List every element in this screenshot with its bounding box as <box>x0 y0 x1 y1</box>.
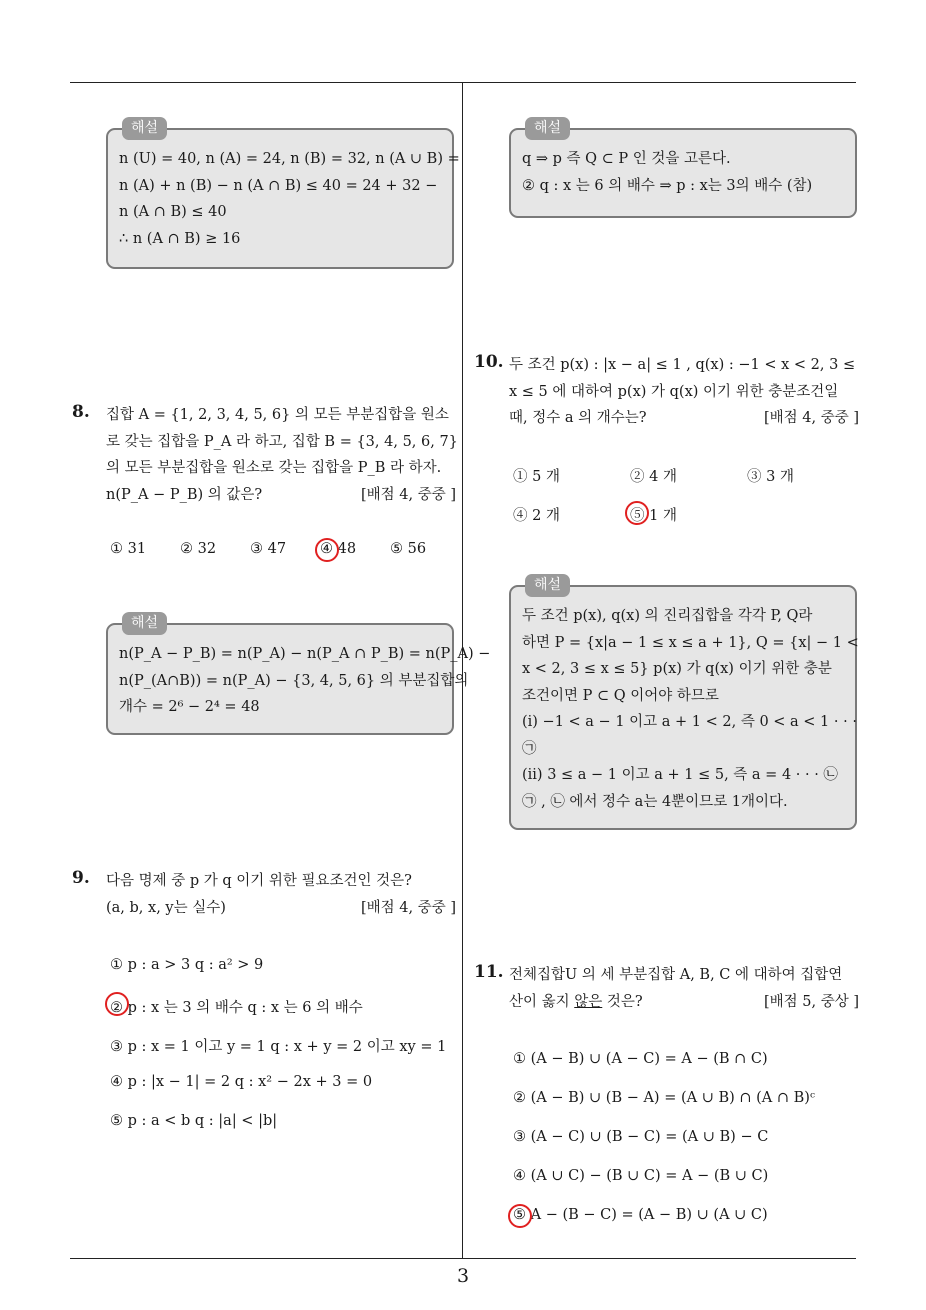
solution-line: 하면 P = {x|a − 1 ≤ x ≤ a + 1}, Q = {x| − 1 < <box>522 634 859 651</box>
solution-label: 해설 <box>122 612 167 635</box>
question-number-9: 9. <box>72 868 90 888</box>
score-label: [배점 4, 중중 ] <box>360 486 456 503</box>
option-1[interactable]: ① (A − B) ∪ (A − C) = A − (B ∩ C) <box>513 1051 768 1067</box>
question-line: 다음 명제 중 p 가 q 이기 위한 필요조건인 것은? <box>106 873 412 889</box>
question-prompt-end: 것은? <box>602 993 643 1010</box>
question-line: 로 갖는 집합을 P_A 라 하고, 집합 B = {3, 4, 5, 6, 7} <box>106 433 458 450</box>
question-line: 전체집합U 의 세 부분집합 A, B, C 에 대하여 집합연 <box>509 967 843 983</box>
solution-line: n(P_A − P_B) = n(P_A) − n(P_A ∩ P_B) = n(P_A) − <box>119 646 491 662</box>
solution-label: 해설 <box>525 117 570 140</box>
answer-circle-mark <box>105 992 129 1016</box>
question-line <box>509 405 859 432</box>
question-prompt: n(P_A − P_B) 의 값은? <box>106 486 263 503</box>
option-4[interactable]: ④ 48 <box>320 541 357 557</box>
solution-label: 해설 <box>525 574 570 597</box>
solution-line: n (U) = 40, n (A) = 24, n (B) = 32, n (A ∪ B) = <box>119 151 460 167</box>
solution-label: 해설 <box>122 117 167 140</box>
solution-line: (ii) 3 ≤ a − 1 이고 a + 1 ≤ 5, 즉 a = 4 · · · ㉡ <box>522 767 838 783</box>
solution-line: (i) −1 < a − 1 이고 a + 1 < 2, 즉 0 < a < 1 · · · <box>522 714 857 730</box>
question-line <box>106 482 456 509</box>
solution-line: 개수 = 2⁶ − 2⁴ = 48 <box>119 699 260 715</box>
option-4[interactable]: ④ p : |x − 1| = 2 q : x² − 2x + 3 = 0 <box>110 1074 373 1090</box>
answer-circle-mark <box>508 1204 532 1228</box>
column-divider <box>462 82 463 1259</box>
option-2[interactable]: ② p : x 는 3 의 배수 q : x 는 6 의 배수 <box>110 1000 363 1016</box>
score-label: [배점 5, 중상 ] <box>763 993 859 1010</box>
option-2[interactable]: ② (A − B) ∪ (B − A) = (A ∪ B) ∩ (A ∩ B)ᶜ <box>513 1090 815 1106</box>
option-1[interactable]: ① 31 <box>110 541 147 557</box>
underlined-word: 않은 <box>574 993 603 1010</box>
option-5[interactable]: ⑤ A − (B − C) = (A − B) ∪ (A ∪ C) <box>513 1207 768 1223</box>
option-3[interactable]: ③ 47 <box>250 541 287 557</box>
option-3[interactable]: ③ (A − C) ∪ (B − C) = (A ∪ B) − C <box>513 1129 769 1145</box>
option-1[interactable]: ① p : a > 3 q : a² > 9 <box>110 957 264 973</box>
question-11-text <box>509 962 859 1015</box>
option-5[interactable]: ⑤ 1 개 <box>630 508 677 524</box>
question-8-text <box>106 402 456 508</box>
option-2[interactable]: ② 4 개 <box>630 469 677 485</box>
option-4[interactable]: ④ 2 개 <box>513 508 560 524</box>
option-4[interactable]: ④ (A ∪ C) − (B ∪ C) = A − (B ∪ C) <box>513 1168 769 1184</box>
solution-line: n (A ∩ B) ≤ 40 <box>119 204 227 220</box>
question-prompt-start: 산이 옳지 <box>509 993 575 1010</box>
solution-line: ㉠ , ㉡ 에서 정수 a는 4뿐이므로 1개이다. <box>522 793 788 810</box>
option-3[interactable]: ③ 3 개 <box>747 469 794 485</box>
solution-box-7 <box>106 120 460 269</box>
solution-line: ② q : x 는 6 의 배수 ⇒ p : x는 3의 배수 (참) <box>522 177 813 194</box>
question-line <box>106 895 456 922</box>
top-rule <box>70 82 856 83</box>
score-label: [배점 4, 중중 ] <box>763 410 859 426</box>
page-number: 3 <box>456 1265 470 1287</box>
solution-line: 두 조건 p(x), q(x) 의 진리집합을 각각 P, Q라 <box>522 608 813 624</box>
option-1[interactable]: ① 5 개 <box>513 469 560 485</box>
solution-line: n(P_(A∩B)) = n(P_A) − {3, 4, 5, 6} 의 부분집합의 <box>119 672 469 689</box>
option-2[interactable]: ② 32 <box>180 541 217 557</box>
solution-box-10 <box>509 577 859 830</box>
option-3[interactable]: ③ p : x = 1 이고 y = 1 q : x + y = 2 이고 xy = 1 <box>110 1039 447 1055</box>
score-label: [배점 4, 중중 ] <box>360 899 456 916</box>
solution-line: ㉠ <box>522 740 537 757</box>
solution-box-9 <box>509 120 857 218</box>
option-5[interactable]: ⑤ p : a < b q : |a| < |b| <box>110 1113 278 1129</box>
question-number-8: 8. <box>72 402 90 422</box>
solution-box-8 <box>106 615 491 735</box>
question-number-10: 10. <box>474 352 504 372</box>
solution-line: n (A) + n (B) − n (A ∩ B) ≤ 40 = 24 + 32 − <box>119 177 438 194</box>
question-line <box>509 989 859 1016</box>
question-number-11: 11. <box>474 962 504 982</box>
question-line: 의 모든 부분집합을 원소로 갖는 집합을 P_B 라 하자. <box>106 460 442 476</box>
question-line: x ≤ 5 에 대하여 p(x) 가 q(x) 이기 위한 충분조건일 <box>509 383 839 400</box>
question-10-text <box>509 352 859 432</box>
question-line: 두 조건 p(x) : |x − a| ≤ 1 , q(x) : −1 < x < 2, 3 ≤ <box>509 357 856 373</box>
answer-circle-mark <box>625 501 649 525</box>
question-line: 집합 A = {1, 2, 3, 4, 5, 6} 의 모든 부분집합을 원소 <box>106 407 449 423</box>
question-condition: (a, b, x, y는 실수) <box>106 899 226 916</box>
solution-line: q ⇒ p 즉 Q ⊂ P 인 것을 고른다. <box>522 151 731 167</box>
question-prompt: 때, 정수 a 의 개수는? <box>509 410 647 426</box>
solution-line: x < 2, 3 ≤ x ≤ 5} p(x) 가 q(x) 이기 위한 충분 <box>522 661 832 677</box>
answer-circle-mark <box>315 538 339 562</box>
option-5[interactable]: ⑤ 56 <box>390 541 427 557</box>
question-9-text <box>106 868 456 921</box>
solution-line: ∴ n (A ∩ B) ≥ 16 <box>119 230 241 247</box>
solution-line: 조건이면 P ⊂ Q 이어야 하므로 <box>522 687 719 704</box>
bottom-rule <box>70 1258 856 1259</box>
